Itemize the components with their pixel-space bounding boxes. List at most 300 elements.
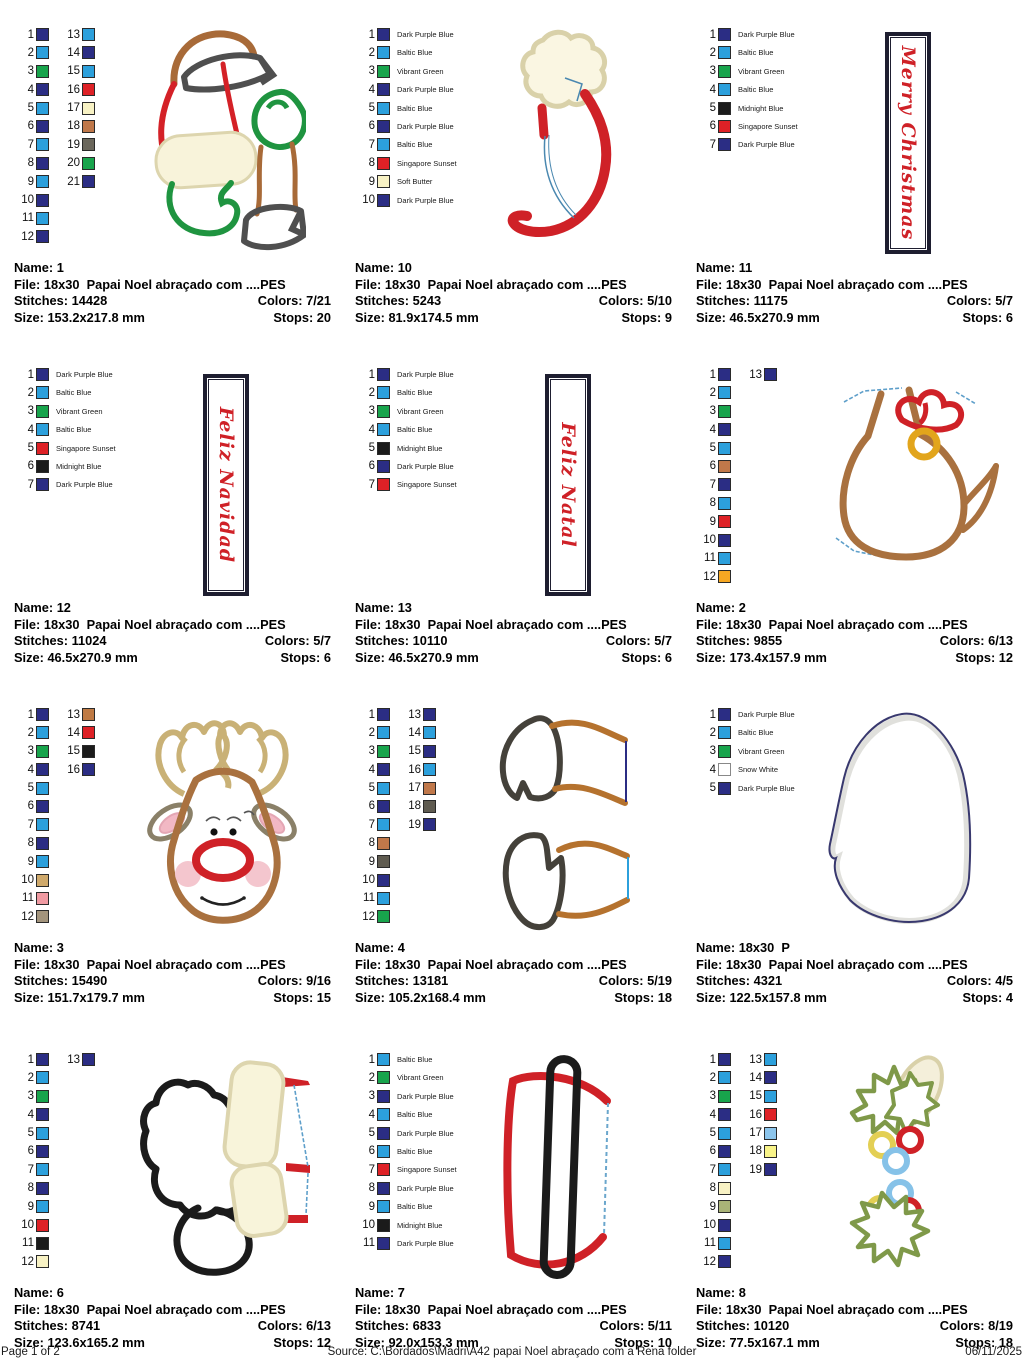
palette-entry bbox=[694, 1163, 731, 1176]
thread-color-name: Baltic Blue bbox=[738, 48, 774, 58]
palette-entry bbox=[12, 708, 49, 721]
stitches-value: 9855 bbox=[753, 633, 783, 648]
thread-number: 5 bbox=[368, 782, 375, 795]
thread-number: 2 bbox=[368, 1071, 375, 1084]
thread-color-swatch bbox=[718, 1200, 731, 1213]
thread-color-swatch bbox=[377, 478, 390, 491]
thread-color-swatch bbox=[764, 1145, 777, 1158]
name-label: Name: bbox=[355, 1285, 395, 1300]
thread-number: 3 bbox=[368, 405, 375, 418]
stops-value: 18 bbox=[657, 989, 672, 1005]
thread-color-name: Singapore Sunset bbox=[397, 158, 457, 168]
colors-value: 5/19 bbox=[647, 973, 672, 988]
thread-color-name: Midnight Blue bbox=[397, 1220, 443, 1230]
thread-number: 5 bbox=[709, 782, 716, 795]
thread-number: 12 bbox=[21, 230, 34, 243]
thread-number: 11 bbox=[22, 1237, 34, 1250]
palette-entry bbox=[694, 368, 731, 381]
design-name: 3 bbox=[56, 940, 64, 955]
palette-entry bbox=[58, 120, 95, 133]
palette-entry bbox=[399, 782, 436, 795]
palette-entry bbox=[12, 855, 49, 868]
thread-number: 4 bbox=[368, 1108, 375, 1121]
palette-entry bbox=[740, 1053, 777, 1066]
thread-number: 16 bbox=[749, 1108, 762, 1121]
thread-color-name: Baltic Blue bbox=[397, 388, 433, 398]
palette-entry bbox=[353, 460, 457, 473]
thread-color-swatch bbox=[718, 1053, 731, 1066]
palette-entry bbox=[58, 102, 95, 115]
palette-entry bbox=[694, 708, 795, 721]
design-name: 2 bbox=[738, 600, 746, 615]
catalog-cell bbox=[0, 1045, 342, 1367]
thread-color-swatch bbox=[82, 1053, 95, 1066]
banner-script-text: Feliz Navidad bbox=[215, 406, 237, 564]
catalog-cell bbox=[341, 360, 683, 682]
thread-color-swatch bbox=[377, 855, 390, 868]
thread-color-swatch bbox=[36, 460, 49, 473]
thread-color-swatch bbox=[718, 1219, 731, 1232]
catalog-cell bbox=[682, 360, 1024, 682]
stops-label: Stops: bbox=[962, 309, 1003, 325]
thread-number: 12 bbox=[21, 910, 34, 923]
thread-color-swatch bbox=[718, 763, 731, 776]
size-value: 46.5x270.9 mm bbox=[47, 649, 138, 665]
stops-value: 10 bbox=[657, 1334, 672, 1350]
name-label: Name: bbox=[355, 940, 395, 955]
stops-label: Stops: bbox=[273, 989, 314, 1005]
design-thumbnail-holly bbox=[844, 1051, 954, 1281]
thread-number: 4 bbox=[709, 1108, 716, 1121]
palette-entry bbox=[12, 368, 116, 381]
thread-number: 1 bbox=[709, 368, 716, 381]
thread-number: 6 bbox=[27, 120, 34, 133]
file-label: File: bbox=[14, 956, 41, 972]
thread-number: 5 bbox=[709, 442, 716, 455]
design-metadata bbox=[696, 600, 1013, 666]
thread-color-swatch bbox=[718, 368, 731, 381]
thread-number: 14 bbox=[749, 1071, 762, 1084]
palette-entry bbox=[353, 46, 457, 59]
palette-entry bbox=[740, 368, 777, 381]
thread-number: 11 bbox=[22, 212, 34, 225]
thread-color-swatch bbox=[377, 1071, 390, 1084]
size-label: Size: bbox=[355, 309, 385, 325]
palette-entry bbox=[12, 910, 49, 923]
thread-color-swatch bbox=[377, 1163, 390, 1176]
colors-value: 7/21 bbox=[306, 293, 331, 308]
thread-color-swatch bbox=[718, 65, 731, 78]
palette-entry bbox=[58, 745, 95, 758]
thread-color-swatch bbox=[82, 708, 95, 721]
palette-entry bbox=[12, 138, 49, 151]
thread-color-swatch bbox=[36, 1090, 49, 1103]
thread-number: 2 bbox=[368, 386, 375, 399]
thread-color-swatch bbox=[36, 386, 49, 399]
size-label: Size: bbox=[696, 989, 726, 1005]
thread-color-name: Vibrant Green bbox=[397, 66, 444, 76]
stitches-value: 11175 bbox=[753, 293, 788, 308]
colors-value: 5/7 bbox=[313, 633, 331, 648]
thread-number: 7 bbox=[709, 1163, 716, 1176]
thread-number: 1 bbox=[709, 708, 716, 721]
palette-entry bbox=[694, 497, 731, 510]
palette-entry bbox=[12, 194, 49, 207]
palette-entry bbox=[12, 1163, 49, 1176]
palette-entry bbox=[12, 65, 49, 78]
palette-entry bbox=[58, 708, 95, 721]
thread-number: 2 bbox=[709, 46, 716, 59]
stitches-label: Stitches: bbox=[14, 633, 69, 648]
thread-color-name: Dark Purple Blue bbox=[397, 461, 454, 471]
palette-entry bbox=[353, 1200, 457, 1213]
thread-color-swatch bbox=[377, 1090, 390, 1103]
thread-color-swatch bbox=[718, 120, 731, 133]
thread-number: 7 bbox=[709, 138, 716, 151]
palette-entry bbox=[12, 386, 116, 399]
design-file: 18x30 Papai Noel abraçado com ....PES bbox=[725, 1301, 968, 1317]
thread-color-name: Dark Purple Blue bbox=[397, 370, 454, 379]
palette-entry bbox=[12, 102, 49, 115]
thread-color-swatch bbox=[36, 1163, 49, 1176]
palette-entry bbox=[58, 65, 95, 78]
thread-number: 3 bbox=[368, 65, 375, 78]
name-label: Name: bbox=[696, 940, 736, 955]
design-metadata bbox=[696, 940, 1013, 1006]
colors-label: Colors: bbox=[257, 293, 303, 308]
thread-number: 16 bbox=[67, 83, 80, 96]
palette-entry bbox=[694, 570, 731, 583]
thread-number: 2 bbox=[709, 1071, 716, 1084]
palette-entry bbox=[694, 534, 731, 547]
thread-number: 4 bbox=[709, 83, 716, 96]
palette-entry bbox=[694, 28, 798, 41]
design-file: 18x30 Papai Noel abraçado com ....PES bbox=[384, 276, 627, 292]
thread-number: 5 bbox=[709, 102, 716, 115]
thread-color-name: Baltic Blue bbox=[397, 140, 433, 150]
thread-color-swatch bbox=[718, 28, 731, 41]
thread-number: 1 bbox=[27, 708, 34, 721]
palette-entry bbox=[353, 175, 457, 188]
palette-entry bbox=[694, 1182, 731, 1195]
palette-entry bbox=[353, 478, 457, 491]
palette-entry bbox=[353, 1145, 457, 1158]
palette-entry bbox=[58, 726, 95, 739]
thread-number: 17 bbox=[749, 1127, 762, 1140]
thread-color-swatch bbox=[36, 1182, 49, 1195]
design-metadata bbox=[355, 1285, 672, 1351]
thread-number: 2 bbox=[27, 726, 34, 739]
design-thumbnail-reindeer-face bbox=[126, 710, 314, 938]
palette-entry bbox=[12, 763, 49, 776]
thread-color-swatch bbox=[377, 910, 390, 923]
thread-number: 13 bbox=[749, 368, 762, 381]
palette-entry bbox=[58, 28, 95, 41]
palette-entry bbox=[12, 800, 49, 813]
thread-color-swatch bbox=[377, 120, 390, 133]
thread-color-swatch bbox=[718, 497, 731, 510]
thread-number: 3 bbox=[368, 1090, 375, 1103]
thread-color-swatch bbox=[82, 745, 95, 758]
thread-color-swatch bbox=[36, 405, 49, 418]
size-label: Size: bbox=[696, 309, 726, 325]
size-label: Size: bbox=[696, 1334, 726, 1350]
size-value: 92.0x153.3 mm bbox=[388, 1334, 479, 1350]
thread-number: 3 bbox=[709, 405, 716, 418]
thread-color-swatch bbox=[718, 102, 731, 115]
thread-color-swatch bbox=[82, 763, 95, 776]
thread-color-swatch bbox=[764, 1090, 777, 1103]
design-thumbnail-banner-feliz-natal bbox=[545, 374, 591, 596]
design-file: 18x30 Papai Noel abraçado com ....PES bbox=[384, 1301, 627, 1317]
thread-color-swatch bbox=[377, 1182, 390, 1195]
thread-number: 3 bbox=[27, 745, 34, 758]
thread-number: 16 bbox=[408, 763, 421, 776]
design-name: 18x30 P bbox=[738, 940, 790, 955]
thread-color-swatch bbox=[718, 1255, 731, 1268]
thread-color-swatch bbox=[36, 1071, 49, 1084]
thread-color-swatch bbox=[36, 442, 49, 455]
thread-number: 13 bbox=[408, 708, 421, 721]
thread-palette bbox=[353, 1053, 457, 1255]
design-name: 1 bbox=[56, 260, 64, 275]
thread-number: 1 bbox=[709, 28, 716, 41]
thread-number: 1 bbox=[368, 28, 375, 41]
palette-entry bbox=[58, 763, 95, 776]
thread-color-swatch bbox=[764, 1108, 777, 1121]
palette-entry bbox=[353, 763, 390, 776]
colors-label: Colors: bbox=[946, 973, 992, 988]
thread-number: 6 bbox=[27, 1145, 34, 1158]
thread-color-swatch bbox=[718, 1071, 731, 1084]
thread-number: 17 bbox=[408, 782, 421, 795]
thread-number: 8 bbox=[368, 837, 375, 850]
thread-color-swatch bbox=[718, 745, 731, 758]
thread-number: 5 bbox=[368, 442, 375, 455]
thread-color-swatch bbox=[36, 1219, 49, 1232]
colors-label: Colors: bbox=[946, 293, 992, 308]
size-value: 46.5x270.9 mm bbox=[729, 309, 820, 325]
design-file: 18x30 Papai Noel abraçado com ....PES bbox=[384, 616, 627, 632]
thread-number: 12 bbox=[362, 910, 375, 923]
thread-number: 18 bbox=[749, 1145, 762, 1158]
palette-entry bbox=[353, 892, 390, 905]
stops-label: Stops: bbox=[955, 649, 996, 665]
palette-entry bbox=[353, 910, 390, 923]
thread-number: 19 bbox=[67, 138, 80, 151]
thread-number: 6 bbox=[709, 1145, 716, 1158]
thread-color-swatch bbox=[718, 478, 731, 491]
design-file: 18x30 Papai Noel abraçado com ....PES bbox=[43, 1301, 286, 1317]
thread-number: 2 bbox=[368, 46, 375, 59]
thread-number: 8 bbox=[27, 157, 34, 170]
thread-number: 4 bbox=[27, 423, 34, 436]
palette-entry bbox=[399, 745, 436, 758]
thread-number: 6 bbox=[709, 460, 716, 473]
thread-color-name: Vibrant Green bbox=[738, 746, 785, 756]
palette-entry bbox=[740, 1108, 777, 1121]
thread-color-swatch bbox=[36, 1237, 49, 1250]
palette-entry bbox=[12, 1182, 49, 1195]
palette-entry bbox=[12, 423, 116, 436]
thread-color-swatch bbox=[82, 102, 95, 115]
stops-label: Stops: bbox=[280, 649, 321, 665]
thread-color-name: Baltic Blue bbox=[397, 48, 433, 58]
thread-color-swatch bbox=[718, 570, 731, 583]
colors-label: Colors: bbox=[257, 1318, 303, 1333]
palette-entry bbox=[353, 368, 457, 381]
thread-number: 9 bbox=[709, 1200, 716, 1213]
colors-value: 5/10 bbox=[647, 293, 672, 308]
stitches-value: 15490 bbox=[71, 973, 108, 988]
thread-number: 2 bbox=[27, 1071, 34, 1084]
thread-color-swatch bbox=[377, 837, 390, 850]
palette-entry bbox=[12, 1127, 49, 1140]
palette-entry bbox=[12, 1108, 49, 1121]
thread-color-swatch bbox=[377, 46, 390, 59]
colors-value: 5/7 bbox=[654, 633, 672, 648]
stitches-label: Stitches: bbox=[14, 1318, 69, 1333]
thread-number: 3 bbox=[27, 65, 34, 78]
thread-color-name: Dark Purple Blue bbox=[738, 30, 795, 39]
palette-entry bbox=[353, 1237, 457, 1250]
thread-color-swatch bbox=[718, 1237, 731, 1250]
thread-number: 5 bbox=[368, 1127, 375, 1140]
design-file: 18x30 Papai Noel abraçado com ....PES bbox=[43, 956, 286, 972]
stops-label: Stops: bbox=[621, 649, 662, 665]
thread-color-swatch bbox=[36, 102, 49, 115]
palette-entry bbox=[353, 1182, 457, 1195]
palette-entry bbox=[12, 120, 49, 133]
thread-color-swatch bbox=[718, 386, 731, 399]
name-label: Name: bbox=[696, 260, 736, 275]
thread-number: 11 bbox=[704, 552, 716, 565]
palette-entry bbox=[694, 763, 795, 776]
palette-entry bbox=[740, 1163, 777, 1176]
stitches-value: 6833 bbox=[412, 1318, 442, 1333]
size-label: Size: bbox=[696, 649, 726, 665]
design-file: 18x30 Papai Noel abraçado com ....PES bbox=[43, 616, 286, 632]
palette-entry bbox=[12, 818, 49, 831]
thread-color-swatch bbox=[36, 65, 49, 78]
colors-value: 8/19 bbox=[988, 1318, 1013, 1333]
thread-number: 15 bbox=[67, 745, 80, 758]
thread-color-swatch bbox=[36, 83, 49, 96]
name-label: Name: bbox=[14, 940, 54, 955]
thread-color-swatch bbox=[36, 1053, 49, 1066]
thread-number: 3 bbox=[709, 745, 716, 758]
name-label: Name: bbox=[14, 600, 54, 615]
stitches-value: 4321 bbox=[753, 973, 783, 988]
palette-entry bbox=[12, 460, 116, 473]
thread-color-name: Vibrant Green bbox=[397, 406, 444, 416]
thread-color-swatch bbox=[423, 726, 436, 739]
name-label: Name: bbox=[355, 600, 395, 615]
file-label: File: bbox=[355, 956, 382, 972]
thread-color-swatch bbox=[377, 460, 390, 473]
thread-number: 13 bbox=[67, 28, 80, 41]
thread-color-swatch bbox=[718, 138, 731, 151]
thread-number: 4 bbox=[27, 1108, 34, 1121]
thread-color-name: Baltic Blue bbox=[56, 425, 92, 435]
thread-number: 1 bbox=[27, 1053, 34, 1066]
thread-number: 1 bbox=[709, 1053, 716, 1066]
thread-color-swatch bbox=[423, 745, 436, 758]
thread-color-name: Dark Purple Blue bbox=[397, 1091, 454, 1101]
design-metadata bbox=[14, 260, 331, 326]
stops-value: 12 bbox=[316, 1334, 331, 1350]
palette-entry bbox=[353, 157, 457, 170]
thread-color-name: Baltic Blue bbox=[738, 85, 774, 95]
palette-entry bbox=[12, 157, 49, 170]
thread-number: 4 bbox=[27, 83, 34, 96]
design-metadata bbox=[355, 940, 672, 1006]
stitches-value: 8741 bbox=[71, 1318, 101, 1333]
thread-number: 11 bbox=[22, 892, 34, 905]
thread-color-swatch bbox=[36, 910, 49, 923]
thread-number: 16 bbox=[67, 763, 80, 776]
thread-color-swatch bbox=[377, 1145, 390, 1158]
size-value: 77.5x167.1 mm bbox=[729, 1334, 820, 1350]
thread-palette bbox=[12, 368, 116, 497]
design-metadata bbox=[696, 1285, 1013, 1351]
palette-entry bbox=[12, 874, 49, 887]
thread-number: 4 bbox=[368, 763, 375, 776]
thread-color-swatch bbox=[377, 442, 390, 455]
palette-entry bbox=[694, 83, 798, 96]
palette-entry bbox=[694, 102, 798, 115]
palette-entry bbox=[12, 1053, 49, 1066]
palette-entry bbox=[12, 28, 49, 41]
design-metadata bbox=[14, 600, 331, 666]
thread-color-swatch bbox=[718, 83, 731, 96]
palette-entry bbox=[353, 1163, 457, 1176]
size-value: 105.2x168.4 mm bbox=[388, 989, 486, 1005]
palette-entry bbox=[694, 46, 798, 59]
thread-color-swatch bbox=[36, 763, 49, 776]
thread-color-swatch bbox=[423, 800, 436, 813]
thread-number: 7 bbox=[368, 1163, 375, 1176]
palette-entry bbox=[694, 1127, 731, 1140]
palette-entry bbox=[694, 1071, 731, 1084]
size-label: Size: bbox=[14, 309, 44, 325]
thread-color-swatch bbox=[377, 102, 390, 115]
design-name: 11 bbox=[738, 260, 753, 275]
thread-color-swatch bbox=[36, 818, 49, 831]
file-label: File: bbox=[355, 1301, 382, 1317]
stitches-value: 13181 bbox=[412, 973, 449, 988]
thread-color-swatch bbox=[718, 46, 731, 59]
file-label: File: bbox=[355, 616, 382, 632]
size-value: 81.9x174.5 mm bbox=[388, 309, 479, 325]
thread-number: 15 bbox=[749, 1090, 762, 1103]
thread-color-name: Midnight Blue bbox=[56, 461, 102, 471]
palette-entry bbox=[694, 515, 731, 528]
thread-color-swatch bbox=[718, 534, 731, 547]
design-file: 18x30 Papai Noel abraçado com ....PES bbox=[384, 956, 627, 972]
palette-entry bbox=[353, 1108, 457, 1121]
thread-color-swatch bbox=[36, 212, 49, 225]
thread-color-swatch bbox=[377, 782, 390, 795]
palette-entry bbox=[399, 818, 436, 831]
palette-entry bbox=[353, 1090, 457, 1103]
thread-color-swatch bbox=[36, 138, 49, 151]
palette-entry bbox=[353, 423, 457, 436]
thread-color-name: Midnight Blue bbox=[397, 443, 443, 453]
thread-color-name: Vibrant Green bbox=[738, 66, 785, 76]
thread-color-swatch bbox=[377, 1237, 390, 1250]
banner-script-text: Merry Christmas bbox=[897, 45, 919, 241]
